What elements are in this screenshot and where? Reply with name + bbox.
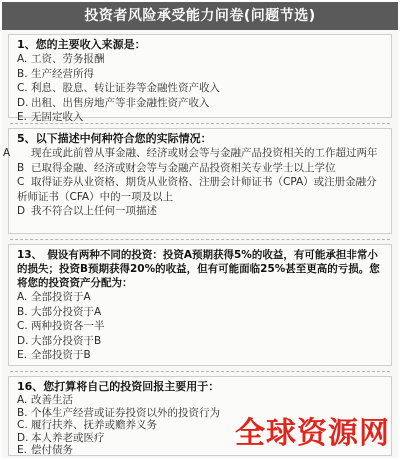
- divider: [10, 123, 390, 124]
- question-13-option-e[interactable]: E. 全部投资于B: [17, 349, 91, 361]
- question-13-title: 13、 假设有两种不同的投资：投资A预期获得5%的收益，有可能承担非常小的损失；投资B预期获得20%的收益，但有可能面临25%甚至更高的亏损。您将您的投资资产分配为：: [17, 249, 380, 289]
- question-16-title: 16、您打算将自己的投资回报主要用于：: [17, 380, 220, 393]
- question-1-option-b[interactable]: B. 生产经营所得: [17, 67, 94, 80]
- question-1: [8, 34, 392, 123]
- question-13-option-b[interactable]: B. 大部分投资于A: [17, 305, 102, 318]
- question-16-option-c[interactable]: C. 履行扶养、抚养或赡养义务: [17, 419, 157, 431]
- page-title: 投资者风险承受能力问卷(问题节选): [2, 2, 398, 30]
- question-16-option-a[interactable]: A. 改善生活: [17, 394, 73, 406]
- question-1-option-e[interactable]: E. 无固定收入: [17, 111, 84, 123]
- question-13-option-a[interactable]: A. 全部投资于A: [17, 291, 91, 303]
- question-16-option-e[interactable]: E. 偿付债务: [17, 444, 73, 456]
- question-1-option-a[interactable]: A. 工资、劳务报酬: [17, 53, 105, 65]
- question-5-option-c[interactable]: C 取得证券从业资格、期货从业资格、注册会计师证书（CPA）或注册金融分析师证书（CFA）中的一项及以上: [17, 176, 377, 203]
- question-5-option-d[interactable]: D 我不符合以上任何一项描述: [17, 205, 157, 217]
- question-5-option-b[interactable]: B 已取得金融、经济或财会等与金融产品投资相关专业学士以上学位: [17, 161, 336, 174]
- question-5-option-a[interactable]: A 现在或此前曾从事金融、经济或财会等与金融产品投资相关的工作超过两年: [3, 147, 378, 159]
- divider: [10, 371, 390, 372]
- divider: [10, 239, 390, 240]
- question-13: [8, 244, 392, 366]
- question-1-title: 1、您的主要收入来源是：: [17, 38, 146, 51]
- question-1-option-d[interactable]: D. 出租、出售房地产等非金融性资产收入: [17, 96, 210, 109]
- question-5-title: 5、以下描述中何种符合您的实际情况：: [17, 132, 212, 145]
- question-5: [3, 128, 392, 234]
- question-1-option-c[interactable]: C. 利息、股息、转让证券等金融性资产收入: [17, 82, 220, 94]
- question-13-option-d[interactable]: D. 大部分投资于B: [17, 334, 102, 347]
- watermark-logo: 全球资源网: [235, 416, 390, 451]
- question-16-option-d[interactable]: D. 本人养老或医疗: [17, 431, 105, 444]
- questionnaire-page: [2, 2, 398, 458]
- question-13-option-c[interactable]: C. 两种投资各一半: [17, 320, 105, 332]
- question-16-option-b[interactable]: B. 个体生产经营或证券投资以外的投资行为: [17, 406, 220, 419]
